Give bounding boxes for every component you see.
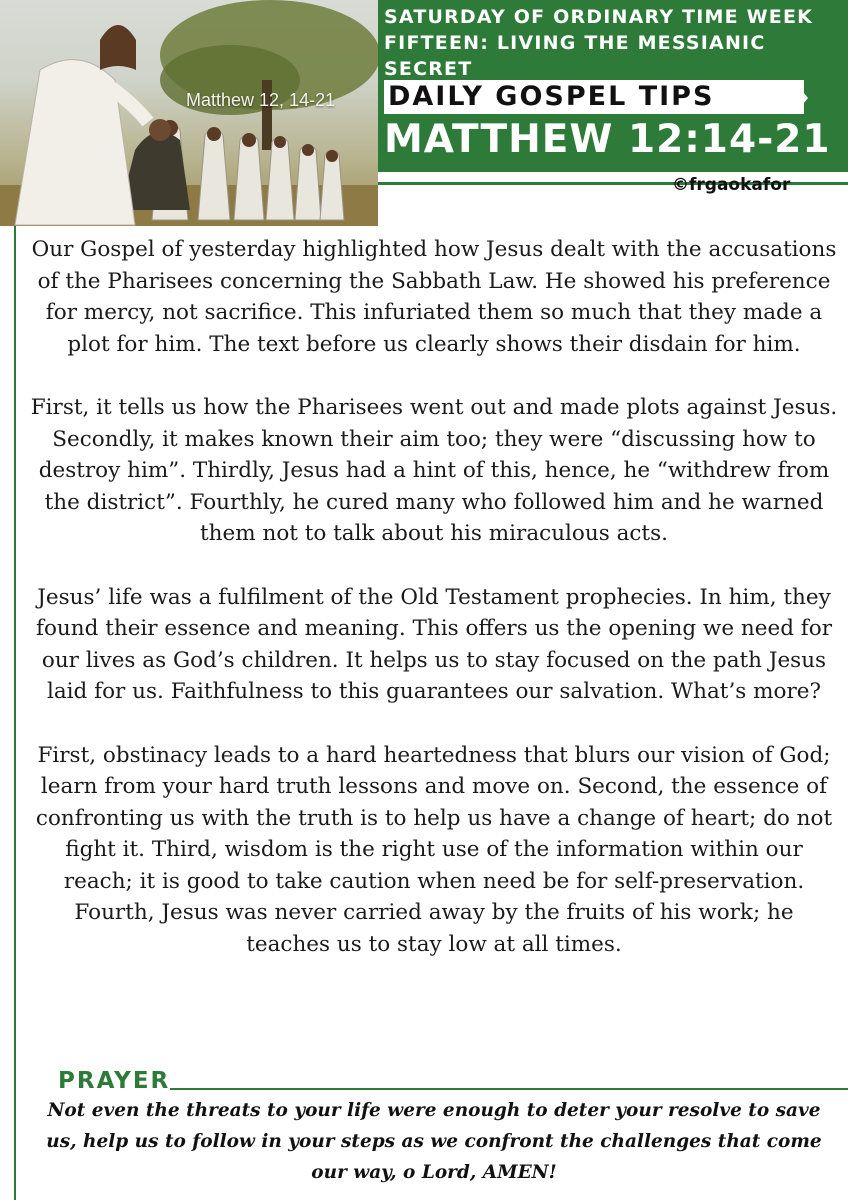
author-credit: ©frgaokafor	[672, 175, 791, 195]
paragraph: First, it tells us how the Pharisees went out and made plots against Jesus. Secondly, it makes known their aim too; they were “discussing how to destroy him”. Thirdly, Jesus had a hint of this, hence, he “withdrew from the district”. Fourthly, he cured many who followed him and he warned them not to talk about his miraculous acts.	[30, 395, 838, 546]
paragraph: First, obstinacy leads to a hard heartedness that blurs our vision of God; learn from your hard truth lessons and move on. Second, the essence of confronting us with the truth is to help us have a change of heart; do not fight it. Third, wisdom is the right use of the information within our reach; it is good to take caution when need be for self-preservation. Fourth, Jesus was never carried away by the fruits of his work; he teaches us to stay low at all times.	[35, 742, 833, 957]
jesus-healing-illustration	[0, 0, 378, 226]
prayer-text: Not even the threats to your life were enough to deter your resolve to save us, help us to follow in your steps as we confront the challenges that come our way, o Lord, AMEN!	[46, 1100, 822, 1183]
prayer-divider	[170, 1088, 848, 1090]
header-image	[0, 0, 378, 226]
page-title: SATURDAY OF ORDINARY TIME WEEK FIFTEEN: LIVING THE MESSIANIC SECRET	[384, 6, 814, 80]
left-border-rule	[14, 226, 16, 1200]
prayer-heading: PRAYER	[58, 1068, 171, 1094]
image-caption: Matthew 12, 14-21	[186, 90, 336, 110]
daily-gospel-tips-label: DAILY GOSPEL TIPS	[388, 81, 715, 112]
paragraph: Our Gospel of yesterday highlighted how Jesus dealt with the accusations of the Pharisees concerning the Sabbath Law. He showed his preference for mercy, not sacrifice. This infuriated them so much that they made a plot for him. The text before us clearly shows their disdain for him.	[31, 237, 837, 357]
reflection-body	[30, 234, 838, 992]
scripture-reference: MATTHEW 12:14-21	[384, 117, 831, 162]
paragraph: Jesus’ life was a fulfilment of the Old Testament prophecies. In him, they found their essence and meaning. This offers us the opening we need for our lives as God’s children. It helps us to stay focused on the path Jesus laid for us. Faithfulness to this guarantees our salvation. What’s more?	[36, 584, 832, 704]
